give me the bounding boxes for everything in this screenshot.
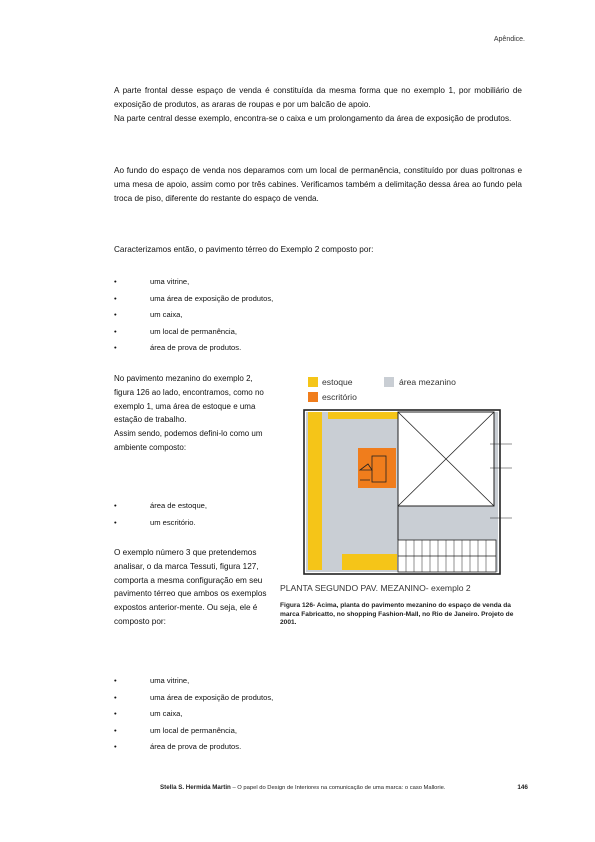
bullet-list-2 [114,498,207,531]
running-header: Apêndice. [493,36,525,43]
plan-stock-top [328,412,398,419]
intro-text [114,84,522,126]
plan-legend [308,375,528,405]
intro-paragraph-3: Ao fundo do espaço de venda nos deparamos com um local de permanência, constituído por duas poltronas e uma mesa de apoio, assim como por três cabines. Verificamos também a delimitação dessa área ao fundo pela troca de piso, diferente do restante do espaço de venda. [114,166,522,203]
plan-stock-left [308,412,322,570]
footer-author: Stella S. Hermida Martin [160,784,231,791]
legend-swatch-mezanino [384,377,394,387]
mezzanine-floor-plan [290,408,516,580]
list-item: • uma área de exposição de produtos, [114,293,274,303]
list-item: • área de prova de produtos. [114,343,242,352]
page-footer [160,784,528,791]
legend-label-mezanino: área mezanino [399,377,456,387]
page-number: 146 [517,784,528,791]
plan-title: PLANTA SEGUNDO PAV. MEZANINO- exemplo 2 [280,583,471,593]
list-item: • uma área de exposição de produtos, [114,692,274,702]
legend-swatch-estoque [308,377,318,387]
mezzanine-paragraph-1: No pavimento mezanino do exemplo 2, figura 126 ao lado, encontramos, como no exemplo 1, uma área de estoque e uma estação de trabalho. [114,374,264,425]
list-item: • área de prova de produtos. [114,742,242,751]
figure-caption: Figura 126- Acima, planta do pavimento mezanino do espaço de venda da marca Fabricatto, no shopping Fashion-Mall, no Rio de Janeiro. Projeto de 2001. [280,602,514,627]
intro-paragraph-1: A parte frontal desse espaço de venda é constituída da mesma forma que no exemplo 1, por mobiliário de exposição de produtos, as araras de roupas e por um balcão de apoio. [114,86,522,109]
legend-swatch-escritorio [308,392,318,402]
mezzanine-paragraph-2: Assim sendo, podemos defini-lo como um ambiente composto: [114,429,263,452]
legend-label-estoque: estoque [322,377,353,387]
bullet-list-1 [114,274,273,357]
list-item: • um local de permanência, [114,326,237,336]
intro-paragraph-4: Caracterizamos então, o pavimento térreo do Exemplo 2 composto por: [114,245,374,254]
intro-paragraph-2: Na parte central desse exemplo, encontra-se o caixa e um prolongamento da área de exposição de produtos. [114,114,512,123]
legend-label-escritorio: escritório [322,392,357,402]
list-item: • um escritório. [114,517,196,527]
footer-title: – O papel do Design de Interiores na comunicação de uma marca: o caso Mallorie. [232,785,446,791]
list-item: • um caixa, [114,709,183,718]
plan-staircase [398,540,496,572]
example3-paragraph: O exemplo número 3 que pretendemos analisar, o da marca Tessuti, figura 127, comporta a mesma configuração em seu pavimento térreo que ambos os exemplos expostos anterior-mente. Ou seja, ele é composto por: [114,548,267,626]
list-item: • um caixa, [114,310,183,319]
list-item: • uma vitrine, [114,676,190,685]
plan-stock-bottom [342,554,397,570]
list-item: • área de estoque, [114,501,207,510]
bullet-list-3 [114,673,273,756]
mezzanine-text [114,372,272,455]
list-item: • um local de permanência, [114,725,237,735]
list-item: • uma vitrine, [114,277,190,286]
